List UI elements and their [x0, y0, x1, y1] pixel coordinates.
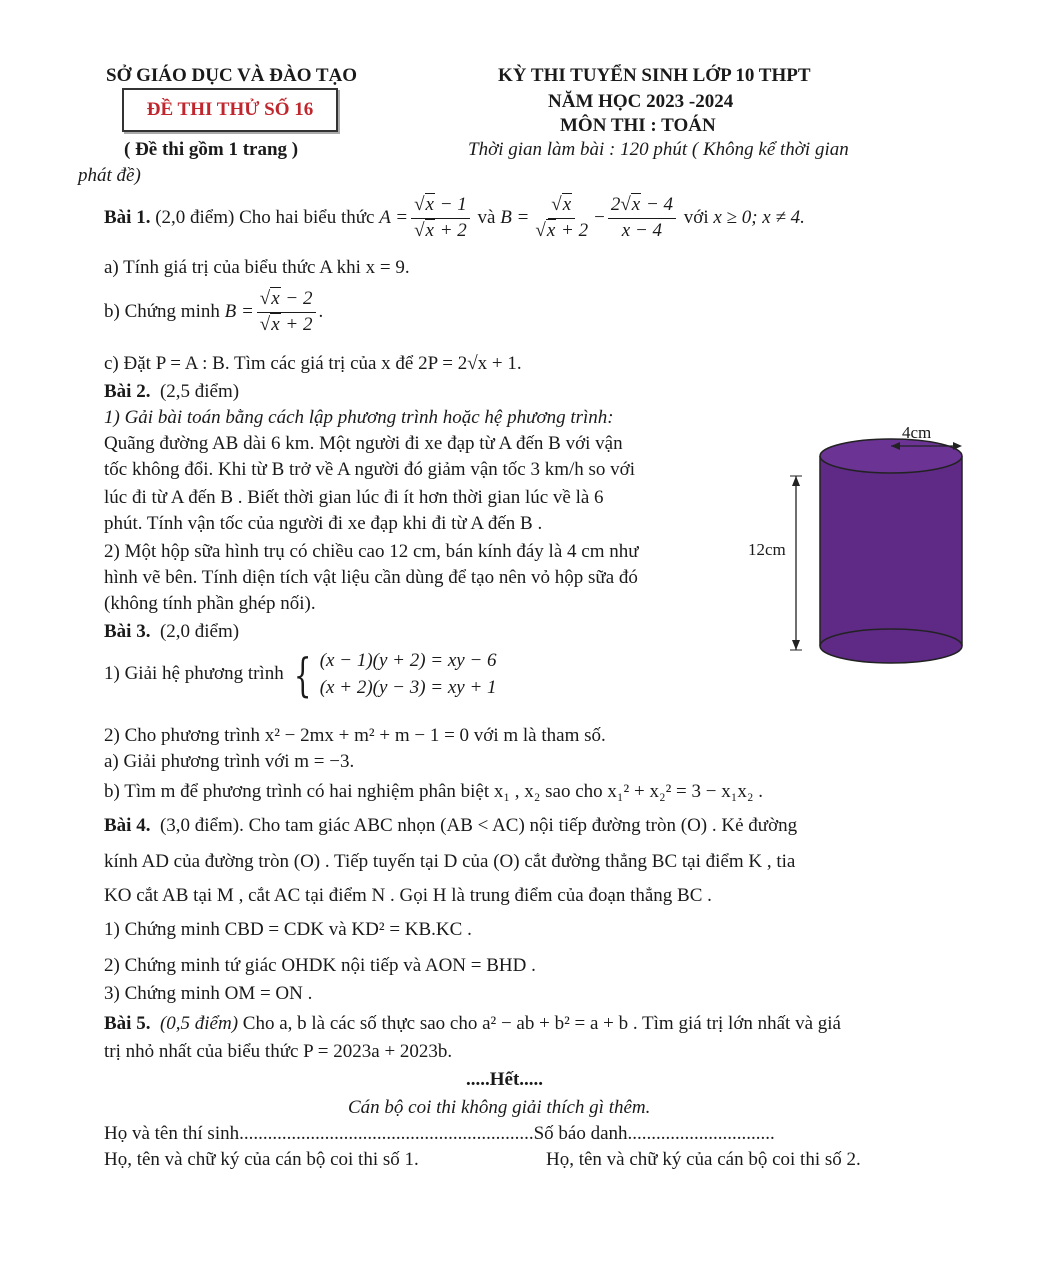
bai1-part-c: c) Đặt P = A : B. Tìm các giá trị của x để 2P = 2√x + 1. [104, 353, 522, 374]
bai3-heading: Bài 3. [104, 621, 151, 642]
bai1-heading: Bài 1. [104, 206, 151, 228]
bai2-p2-line: (không tính phần ghép nối). [104, 593, 316, 614]
end-marker: .....Hết..... [466, 1069, 544, 1090]
bai4-line: KO cắt AB tại M , cắt AC tại điểm N . Gọi H là trung điểm của đoạn thẳng BC . [104, 885, 712, 906]
bai3-b: b) Tìm m để phương trình có hai nghiệm phân biệt x₁ , x₂ sao cho x₁² + x₂² = 3 − x₁x₂ . [104, 781, 763, 802]
bai3-heading-row [104, 620, 239, 645]
bai5-heading: Bài 5. [104, 1013, 151, 1034]
signature-2: Họ, tên và chữ ký của cán bộ coi thi số 2. [546, 1149, 861, 1170]
department-title: SỞ GIÁO DỤC VÀ ĐÀO TẠO [106, 65, 358, 86]
bai2-p1-line: phút. Tính vận tốc của người đi xe đạp khi đi từ A đến B . [104, 513, 543, 534]
equation-system: { (x − 1)(y + 2) = xy − 6 (x + 2)(y − 3) = xy + 1 [294, 647, 497, 702]
equation-1: (x − 1)(y + 2) = xy − 6 [319, 650, 497, 671]
bai1-part-b-row: b) Chứng minh B = $\frac{√x - 2}{√x + 2}$ . [104, 288, 324, 335]
expr-b: B = [500, 206, 530, 228]
bai2-p2-line: hình vẽ bên. Tính diện tích vật liệu cần dùng để tạo nên vỏ hộp sữa đó [104, 567, 638, 588]
bai2-heading: Bài 2. [104, 381, 151, 402]
bai2-p1-line: tốc không đổi. Khi từ B trở về A người đó giảm vận tốc 3 km/h so với [104, 459, 635, 480]
cond-prefix: với [683, 206, 709, 228]
signature-1: Họ, tên và chữ ký của cán bộ coi thi số 1. [104, 1149, 419, 1170]
bai4-line: (3,0 điểm). Cho tam giác ABC nhọn (AB < AC) nội tiếp đường tròn (O) . Kẻ đường [159, 815, 798, 836]
cylinder-top [820, 439, 962, 473]
cylinder-bottom [820, 629, 962, 663]
and-word: và [477, 206, 496, 228]
bai3-p1: 1) Giải hệ phương trình [104, 663, 284, 685]
bai2-p2-line: 2) Một hộp sữa hình trụ có chiều cao 12 cm, bán kính đáy là 4 cm như [104, 541, 639, 562]
fraction-b1: $\frac{√x}{√x + 2}$ [535, 194, 589, 241]
bai5-line1: Cho a, b là các số thực sao cho a² − ab + b² = a + b . Tìm giá trị lớn nhất và giá [242, 1013, 841, 1034]
condition: x ≥ 0; x ≠ 4. [713, 206, 805, 228]
bai2-p1-line: lúc đi từ A đến B . Biết thời gian lúc đi ít hơn thời gian lúc về là 6 [104, 487, 604, 508]
school-year: NĂM HỌC 2023 -2024 [548, 91, 734, 112]
height-label: 12cm [748, 540, 786, 559]
time-note-cont: phát đề) [78, 165, 141, 186]
expr-a: A = [379, 206, 409, 228]
bai5-points: (0,5 điểm) [159, 1013, 239, 1034]
exam-number-box: ĐỀ THI THỬ SỐ 16 [122, 88, 338, 132]
fraction-b2: $\frac{2√x - 4}{x - 4}$ [608, 194, 676, 243]
bai2-p1-line: Quãng đường AB dài 6 km. Một người đi xe đạp từ A đến B với vận [104, 433, 623, 454]
bai2-points: (2,5 điểm) [159, 381, 240, 402]
bai3-points: (2,0 điểm) [159, 621, 240, 642]
proctor-note: Cán bộ coi thi không giải thích gì thêm. [348, 1097, 651, 1118]
fraction-a: $\frac{√x - 1}{√x + 2}$ [411, 194, 470, 243]
radius-label: 4cm [902, 423, 932, 442]
bai4-line1-row [104, 814, 797, 839]
cylinder-figure [740, 418, 972, 672]
candidate-line: Họ và tên thí sinh..............................................................Số báo danh............................... [104, 1123, 775, 1144]
pages-note: ( Đề thi gồm 1 trang ) [124, 139, 299, 160]
bai3-system-row [104, 648, 497, 701]
bai1-intro-row: Bài 1. (2,0 điểm) Cho hai biểu thức A = $\frac{√x - 1}{√x + 2}$ và B = $\frac{√x}{√x + 2}$ − $\frac{2√x - 4}{x - 4}$ với x ≥ 0; x ≠ 4. [104, 194, 805, 241]
subject: MÔN THI : TOÁN [560, 115, 716, 136]
bai4-q2: 2) Chứng minh tứ giác OHDK nội tiếp và AON = BHD . [104, 955, 536, 976]
equation-2: (x + 2)(y − 3) = xy + 1 [319, 676, 497, 698]
bai5-line1-row [104, 1012, 841, 1037]
bai4-line: kính AD của đường tròn (O) . Tiếp tuyến tại D của (O) cắt đường thẳng BC tại điểm K , tia [104, 851, 796, 872]
bai1-part-b: b) Chứng minh [104, 300, 220, 322]
time-note: Thời gian làm bài : 120 phút ( Không kể thời gian [468, 139, 849, 160]
bai4-q3: 3) Chứng minh OM = ON . [104, 983, 313, 1004]
bai3-p2: 2) Cho phương trình x² − 2mx + m² + m − 1 = 0 với m là tham số. [104, 725, 606, 746]
bai1-intro: (2,0 điểm) Cho hai biểu thức [155, 206, 375, 228]
bai3-a: a) Giải phương trình với m = −3. [104, 751, 355, 772]
exam-title: KỲ THI TUYỂN SINH LỚP 10 THPT [498, 65, 811, 86]
bai5-line2: trị nhỏ nhất của biểu thức P = 2023a + 2023b. [104, 1041, 453, 1062]
bai4-q1: 1) Chứng minh CBD = CDK và KD² = KB.KC . [104, 919, 472, 940]
bai2-p1-title: 1) Gải bài toán bằng cách lập phương trình hoặc hệ phương trình: [104, 407, 614, 428]
bai2-heading-row [104, 380, 239, 405]
fraction-b-proof: $\frac{√x - 2}{√x + 2}$ [257, 288, 316, 337]
bai4-heading: Bài 4. [104, 815, 151, 836]
bai1-part-a: a) Tính giá trị của biểu thức A khi x = 9. [104, 257, 410, 278]
cylinder-body [820, 456, 962, 646]
